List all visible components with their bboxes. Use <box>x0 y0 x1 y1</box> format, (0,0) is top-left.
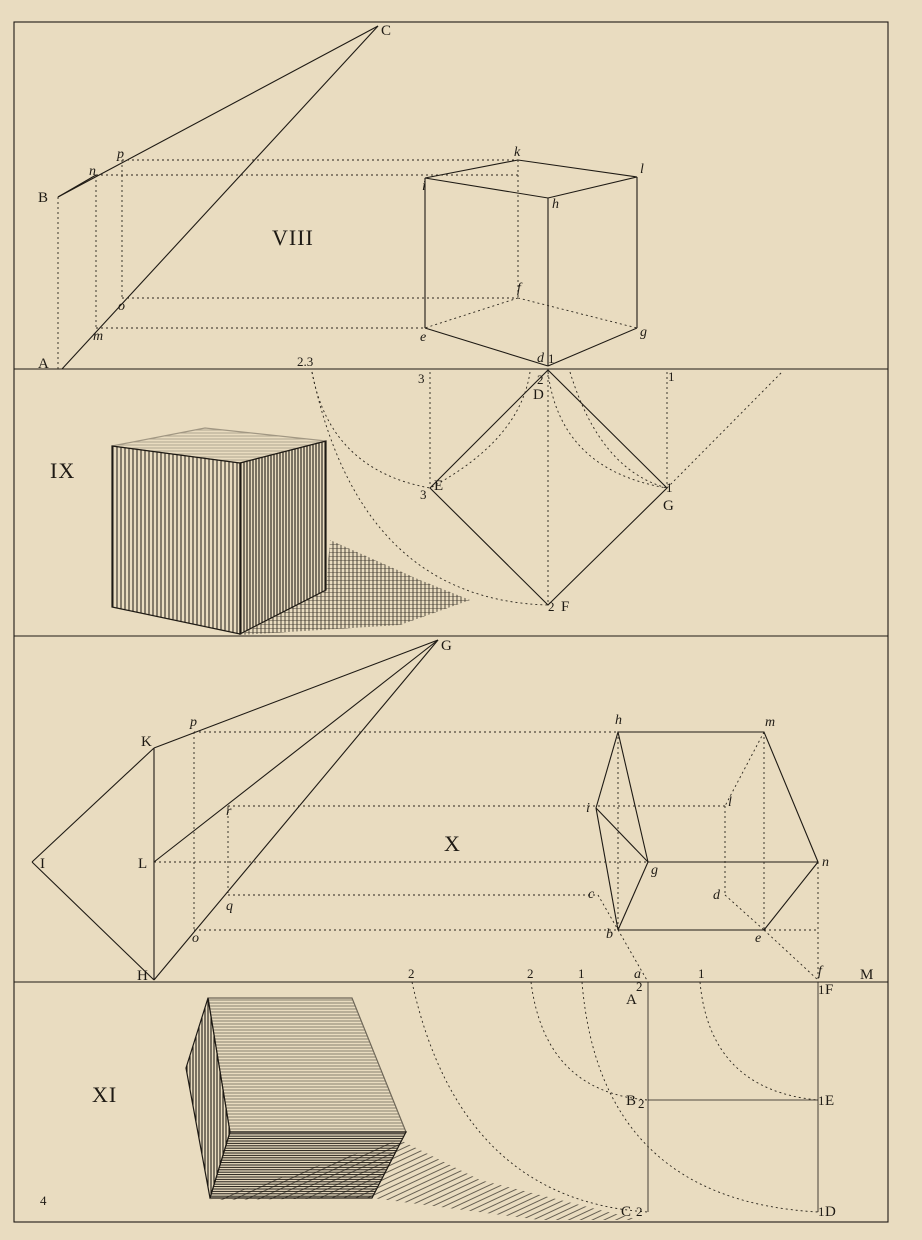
label-i: i <box>422 179 426 194</box>
label-B: B <box>38 190 49 206</box>
label-d-num: 1 <box>548 351 555 366</box>
label-XI-B: B <box>626 1093 637 1109</box>
label-X-b: b <box>606 927 613 942</box>
label-X-L: L <box>138 856 148 872</box>
label-XI-B-num: 2 <box>638 1096 645 1111</box>
label-num3-top: 3 <box>418 371 425 386</box>
label-XI-A: A <box>626 992 637 1008</box>
label-C: C <box>381 23 392 39</box>
label-num1-top: 1 <box>668 369 675 384</box>
label-XI-E-num: 1 <box>818 1093 825 1108</box>
label-g: g <box>640 325 647 340</box>
label-X-q: q <box>226 899 233 914</box>
label-X-r: r <box>226 804 232 819</box>
label-h: h <box>552 197 559 212</box>
label-num2: 2 <box>537 372 544 387</box>
label-XI-F-num: 1 <box>818 982 825 997</box>
label-G: G <box>663 498 674 514</box>
label-X-d: d <box>713 888 720 903</box>
label-XI-num1b: 1 <box>698 966 705 981</box>
label-X-a: a <box>634 967 641 982</box>
label-X-G: G <box>441 638 452 654</box>
label-f: f <box>517 281 521 296</box>
label-X-i: i <box>586 801 590 816</box>
label-k: k <box>514 145 521 160</box>
label-X-c: c <box>588 887 595 902</box>
label-o: o <box>118 299 125 314</box>
cube-left-face <box>112 446 240 634</box>
label-XI-C-num: 2 <box>636 1204 643 1219</box>
label-XI-D: D <box>825 1204 836 1220</box>
label-X-m: m <box>765 715 776 730</box>
label-XI-C: C <box>621 1204 632 1220</box>
label-XI-D-num: 1 <box>818 1204 825 1219</box>
figure-x-title: X <box>444 831 461 856</box>
label-X-g: g <box>651 863 658 878</box>
cube-front-face-xi <box>210 1132 406 1198</box>
label-num-F: 2 <box>548 599 555 614</box>
label-n: n <box>89 164 96 179</box>
label-X-H: H <box>137 968 148 984</box>
label-X-l: l <box>728 795 732 810</box>
label-XI-A-num: 2 <box>636 979 643 994</box>
figure-viii-title: VIII <box>272 225 314 250</box>
label-X-h: h <box>615 713 622 728</box>
label-d: d <box>537 351 544 366</box>
figure-ix-title: IX <box>50 458 76 483</box>
label-X-n: n <box>822 855 829 870</box>
figure-xi-title: XI <box>92 1082 118 1107</box>
label-X-p: p <box>190 715 197 730</box>
label-XI-num2a: 2 <box>408 966 415 981</box>
label-A: A <box>38 356 49 372</box>
label-X-K: K <box>141 734 152 750</box>
label-X-M: M <box>860 967 874 983</box>
label-D: D <box>533 387 544 403</box>
label-e: e <box>420 330 427 345</box>
label-XI-num2b: 2 <box>527 966 534 981</box>
label-X-I: I <box>40 856 45 872</box>
page-number: 4 <box>40 1193 47 1208</box>
label-E: E <box>434 478 444 494</box>
label-XI-num1a: 1 <box>578 966 585 981</box>
label-l: l <box>640 162 644 177</box>
label-num23: 2.3 <box>297 354 314 369</box>
label-F: F <box>561 599 570 615</box>
label-XI-F: F <box>825 982 834 998</box>
label-num-G: 1 <box>666 480 673 495</box>
label-m: m <box>93 329 104 344</box>
label-num3-E: 3 <box>420 487 427 502</box>
label-XI-E: E <box>825 1093 835 1109</box>
label-X-o: o <box>192 931 199 946</box>
label-X-f: f <box>818 964 822 979</box>
label-p: p <box>117 147 124 162</box>
label-X-e: e <box>755 931 762 946</box>
